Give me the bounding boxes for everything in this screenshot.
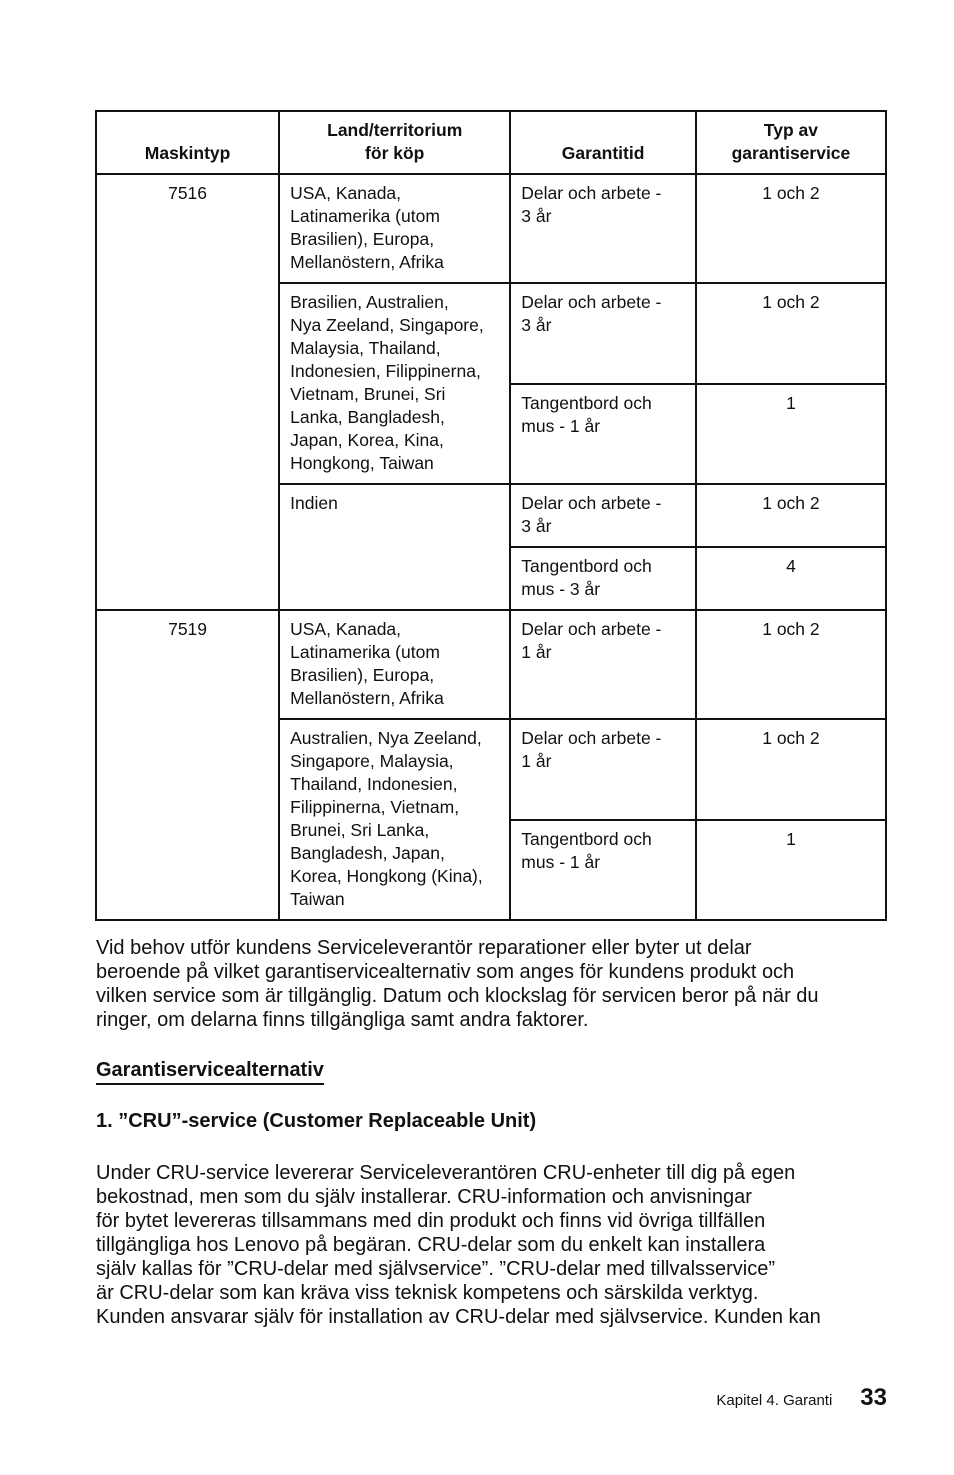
table-header-row — [96, 111, 886, 174]
header-machine-type: Maskintyp — [96, 111, 279, 174]
period-cell: Tangentbord och mus - 1 år — [510, 384, 696, 485]
table-row — [96, 174, 886, 283]
service-cell: 1 — [696, 384, 886, 485]
cru-service-heading: 1. ”CRU”-service (Customer Replaceable Unit) — [96, 1110, 537, 1132]
country-cell: Brasilien, Australien, Nya Zeeland, Singapore, Malaysia, Thailand, Indonesien, Filippinerna, Vietnam, Brunei, Sri Lanka, Bangladesh, Japan, Korea, Kina, Hongkong, Taiwan — [279, 283, 510, 484]
cru-paragraph: Under CRU-service levererar Serviceleverantören CRU-enheter till dig på egen bekostnad, men som du själv installerar. CRU-information och anvisningar för bytet levereras tillsammans med din produkt och finns vid övriga tillfällen tillgängliga hos Lenovo på begäran. CRU-delar som du enkelt kan installera själv kallas för ”CRU-delar med självservice”. ”CRU-delar med tillvalsservice” är CRU-delar som kan kräva viss teknisk kompetens och särskilda verktyg. Kunden ansvarar själv för installation av CRU-delar med självservice. Kunden kan — [96, 1162, 821, 1328]
period-cell: Delar och arbete - 3 år — [510, 174, 696, 283]
service-cell: 1 och 2 — [696, 610, 886, 719]
service-cell: 1 och 2 — [696, 484, 886, 547]
header-country: Land/territorium för köp — [279, 111, 510, 174]
country-cell: Australien, Nya Zeeland, Singapore, Malaysia, Thailand, Indonesien, Filippinerna, Vietnam, Brunei, Sri Lanka, Bangladesh, Japan, Korea, Hongkong (Kina), Taiwan — [279, 719, 510, 920]
country-cell: Indien — [279, 484, 510, 610]
country-cell: USA, Kanada, Latinamerika (utom Brasilien), Europa, Mellanöstern, Afrika — [279, 174, 510, 283]
period-cell: Delar och arbete - 1 år — [510, 610, 696, 719]
service-cell: 1 och 2 — [696, 719, 886, 820]
period-cell: Tangentbord och mus - 1 år — [510, 820, 696, 921]
service-cell: 1 och 2 — [696, 174, 886, 283]
intro-paragraph: Vid behov utför kundens Serviceleverantör reparationer eller byter ut delar beroende på vilket garantiservicealternativ som anges för kundens produkt och vilken service som är tillgänglig. Datum och klockslag för servicen beror på när du ringer, om delarna finns tillgängliga samt andra faktorer. — [96, 937, 819, 1031]
header-service-type: Typ av garantiservice — [696, 111, 886, 174]
page-number: 33 — [860, 1384, 887, 1411]
country-cell: USA, Kanada, Latinamerika (utom Brasilien), Europa, Mellanöstern, Afrika — [279, 610, 510, 719]
table-row — [96, 610, 886, 719]
chapter-label: Kapitel 4. Garanti — [716, 1392, 833, 1409]
service-cell: 4 — [696, 547, 886, 610]
period-cell: Delar och arbete - 1 år — [510, 719, 696, 820]
period-cell: Delar och arbete - 3 år — [510, 283, 696, 384]
header-warranty-period: Garantitid — [510, 111, 696, 174]
section-heading: Garantiservicealternativ — [96, 1058, 324, 1085]
page-footer — [716, 1384, 887, 1412]
machine-type-cell: 7516 — [96, 174, 279, 610]
service-cell: 1 och 2 — [696, 283, 886, 384]
period-cell: Tangentbord och mus - 3 år — [510, 547, 696, 610]
service-cell: 1 — [696, 820, 886, 921]
period-cell: Delar och arbete - 3 år — [510, 484, 696, 547]
warranty-table — [95, 110, 887, 921]
machine-type-cell: 7519 — [96, 610, 279, 920]
